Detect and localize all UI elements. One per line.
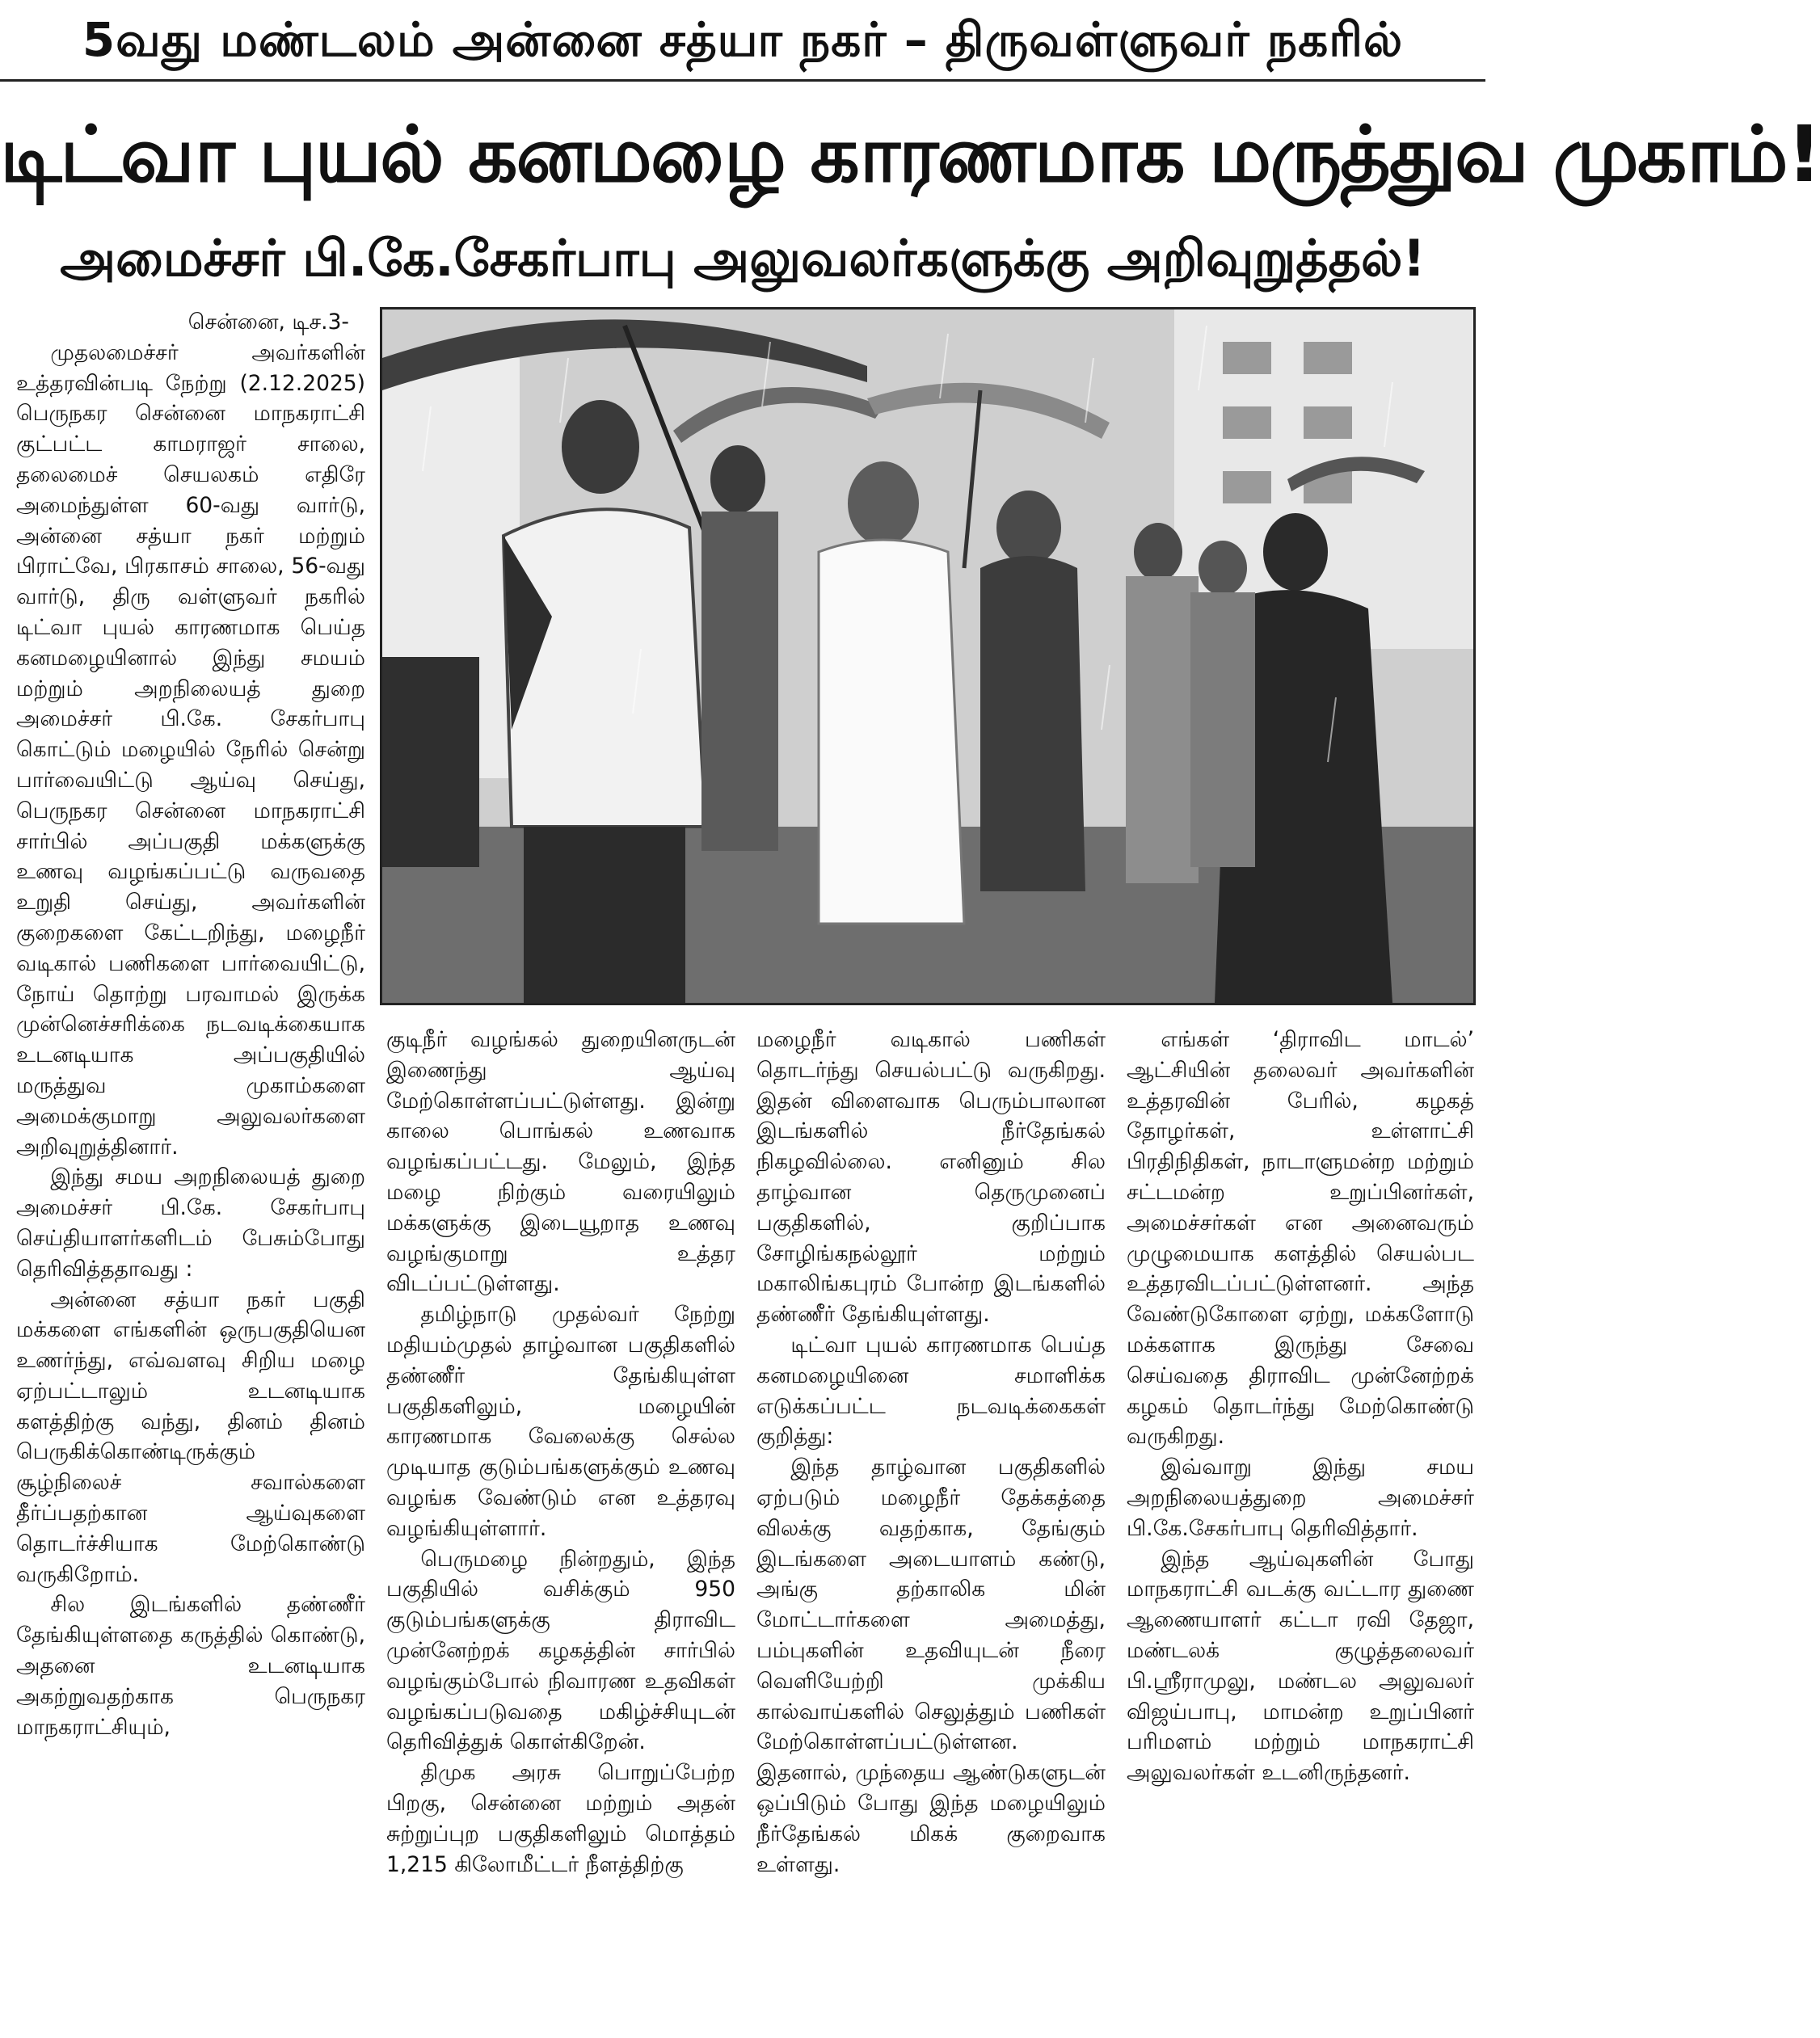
sub-headline: அமைச்சர் பி.கே.சேகர்பாபு அலுவலர்களுக்கு அறிவுறுத்தல்! xyxy=(60,229,1426,288)
paragraph: எங்கள் ‘திராவிட மாடல்’ ஆட்சியின் தலைவர் அவர்களின் உத்தரவின் பேரில், கழகத் தோழர்கள், உள்ளாட்சி பிரதிநிதிகள், நாடாளுமன்ற மற்றும் சட்டமன்ற உறுப்பினர்கள், அமைச்சர்கள் என அனைவரும் முழுமையாக களத்தில் செயல்பட உத்தரவிடப்பட்டுள்ளனர். அந்த வேண்டுகோளை ஏற்று, மக்களோடு மக்களாக இருந்து சேவை செய்வதை திராவிட முன்னேற்றக் கழகம் தொடர்ந்து மேற்கொண்டு வருகிறது. xyxy=(1127,1027,1474,1450)
article-column-2 xyxy=(386,1025,735,2028)
paragraph: இந்த தாழ்வான பகுதிகளில் ஏற்படும் மழைநீர் தேக்கத்தை விலக்கு வதற்காக, தேங்கும் இடங்களை அடையாளம் கண்டு, அங்கு தற்காலிக மின் மோட்டார்களை அமைத்து, பம்புகளின் உதவியுடன் நீரை வெளியேற்றி முக்கிய கால்வாய்களில் செலுத்தும் பணிகள் மேற்கொள்ளப்பட்டுள்ளன. இதனால், முந்தைய ஆண்டுகளுடன் ஒப்பிடும் போது இந்த மழையிலும் நீர்தேங்கல் மிகக் குறைவாக உள்ளது. xyxy=(756,1455,1106,1877)
paragraph: மழைநீர் வடிகால் பணிகள் தொடர்ந்து செயல்பட்டு வருகிறது. இதன் விளைவாக பெரும்பாலான இடங்களில் நீர்தேங்கல் நிகழவில்லை. எனினும் சில தாழ்வான தெருமுனைப் பகுதிகளில், குறிப்பாக சோழிங்கநல்லூர் மற்றும் மகாலிங்கபுரம் போன்ற இடங்களில் தண்ணீர் தேங்கியுள்ளது. xyxy=(756,1027,1106,1328)
main-headline: டிட்வா புயல் கனமழை காரணமாக மருத்துவ முகாம்! xyxy=(0,109,1820,200)
rain-scene-image xyxy=(382,309,1473,1003)
paragraph: தமிழ்நாடு முதல்வர் நேற்று மதியம்முதல் தாழ்வான பகுதிகளில் தண்ணீர் தேங்கியுள்ள பகுதிகளிலும், மழையின் காரணமாக வேலைக்கு செல்ல முடியாத குடும்பங்களுக்கும் உணவு வழங்க வேண்டும் என உத்தரவு வழங்கியுள்ளார். xyxy=(386,1302,735,1541)
heading-rule xyxy=(0,79,1485,82)
paragraph: இந்து சமய அறநிலையத் துறை அமைச்சர் பி.கே. சேகர்பாபு செய்தியாளர்களிடம் பேசும்போது தெரிவித்ததாவது : xyxy=(16,1164,365,1282)
paragraph: முதலமைச்சர் அவர்களின் உத்தரவின்படி நேற்று (2.12.2025) பெருநகர சென்னை மாநகராட்சி குட்பட்ட காமராஜர் சாலை, தலைமைச் செயலகம் எதிரே அமைந்துள்ள 60-வது வார்டு, அன்னை சத்யா நகர் மற்றும் பிராட்வே, பிரகாசம் சாலை, 56-வது வார்டு, திரு வள்ளுவர் நகரில் டிட்வா புயல் காரணமாக பெய்த கனமழையினால் இந்து சமயம் மற்றும் அறநிலையத் துறை அமைச்சர் பி.கே. சேகர்பாபு கொட்டும் மழையில் நேரில் சென்று பார்வையிட்டு ஆய்வு செய்து, பெருநகர சென்னை மாநகராட்சி சார்பில் அப்பகுதி மக்களுக்கு உணவு வழங்கப்பட்டு வருவதை உறுதி செய்து, அவர்களின் குறைகளை கேட்டறிந்து, மழைநீர் வடிகால் பணிகளை பார்வையிட்டு, நோய் தொற்று பரவாமல் இருக்க முன்னெச்சரிக்கை நடவடிக்கையாக உடனடியாக அப்பகுதியில் மருத்துவ முகாம்களை அமைக்குமாறு அலுவலர்களை அறிவுறுத்தினார். xyxy=(16,339,365,1160)
paragraph: சில இடங்களில் தண்ணீர் தேங்கியுள்ளதை கருத்தில் கொண்டு, அதனை உடனடியாக அகற்றுவதற்காக பெருநகர மாநகராட்சியும், xyxy=(16,1592,365,1740)
dateline: சென்னை, டிச.3- xyxy=(187,309,349,335)
article-column-3 xyxy=(756,1025,1106,2028)
paragraph: திமுக அரசு பொறுப்பேற்ற பிறகு, சென்னை மற்றும் அதன் சுற்றுப்புற பகுதிகளிலும் மொத்தம் 1,215 கிலோமீட்டர் நீளத்திற்கு xyxy=(386,1760,735,1877)
paragraph: இந்த ஆய்வுகளின் போது மாநகராட்சி வடக்கு வட்டார துணை ஆணையாளர் கட்டா ரவி தேஜா, மண்டலக் குழுத்தலைவர் பி.ஸ்ரீராமுலு, மண்டல அலுவலர் விஜய்பாபு, மாமன்ற உறுப்பினர் பரிமளம் மற்றும் மாநகராட்சி அலுவலர்கள் உடனிருந்தனர். xyxy=(1127,1546,1474,1786)
article-column-1 xyxy=(16,307,365,2028)
paragraph: அன்னை சத்யா நகர் பகுதி மக்களை எங்களின் ஒருபகுதியென உணர்ந்து, எவ்வளவு சிறிய மழை ஏற்பட்டாலும் உடனடியாக களத்திற்கு வந்து, தினம் தினம் பெருகிக்கொண்டிருக்கும் சூழ்நிலைச் சவால்களை தீர்ப்பதற்கான ஆய்வுகளை தொடர்ச்சியாக மேற்கொண்டு வருகிறோம். xyxy=(16,1286,365,1587)
paragraph: டிட்வா புயல் காரணமாக பெய்த கனமழையினை சமாளிக்க எடுக்கப்பட்ட நடவடிக்கைகள் குறித்து: xyxy=(756,1332,1106,1450)
paragraph: இவ்வாறு இந்து சமய அறநிலையத்துறை அமைச்சர் பி.கே.சேகர்பாபு தெரிவித்தார். xyxy=(1127,1455,1474,1541)
paragraph: குடிநீர் வழங்கல் துறையினருடன் இணைந்து ஆய்வு மேற்கொள்ளப்பட்டுள்ளது. இன்று காலை பொங்கல் உணவாக வழங்கப்பட்டது. மேலும், இந்த மழை நிற்கும் வரையிலும் மக்களுக்கு இடையூறாத உணவு வழங்குமாறு உத்தர விடப்பட்டுள்ளது. xyxy=(386,1027,735,1297)
paragraph: பெருமழை நின்றதும், இந்த பகுதியில் வசிக்கும் 950 குடும்பங்களுக்கு திராவிட முன்னேற்றக் கழகத்தின் சார்பில் வழங்கும்போல் நிவாரண உதவிகள் வழங்கப்படுவதை மகிழ்ச்சியுடன் தெரிவித்துக் கொள்கிறேன். xyxy=(386,1546,735,1755)
news-photo xyxy=(380,307,1476,1005)
kicker-heading: 5வது மண்டலம் அன்னை சத்யா நகர் – திருவள்ளுவர் நகரில் xyxy=(82,12,1404,67)
article-column-4 xyxy=(1127,1025,1474,2028)
